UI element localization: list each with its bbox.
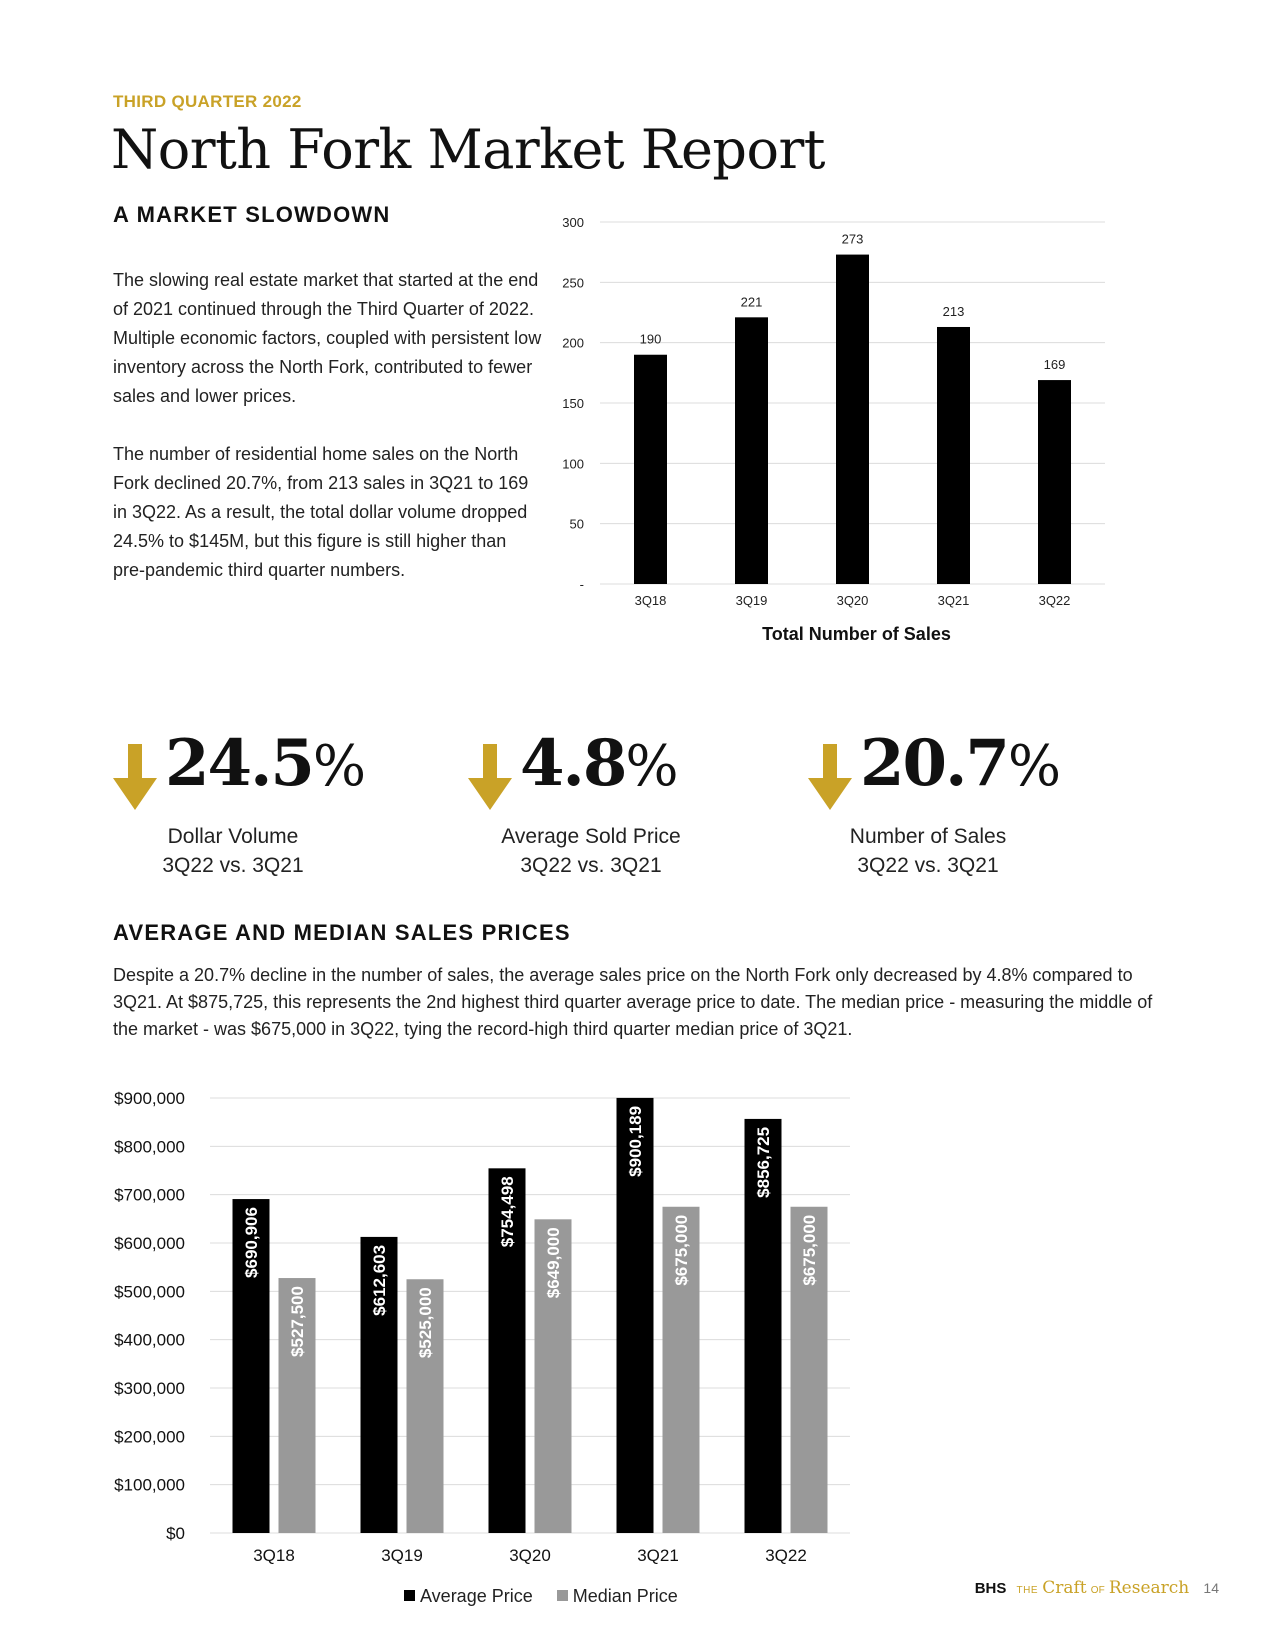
y-tick-label: 150: [562, 396, 584, 411]
footer-craft: Craft: [1042, 1578, 1087, 1598]
stat-comparison: 3Q22 vs. 3Q21: [162, 854, 304, 877]
bar: [634, 355, 667, 584]
bar: [836, 255, 869, 584]
data-label: $527,500: [288, 1286, 307, 1357]
down-arrow-icon: [468, 744, 512, 810]
page-title: North Fork Market Report: [111, 118, 825, 181]
data-label: $525,000: [416, 1287, 435, 1359]
footer-of: OF: [1090, 1585, 1105, 1596]
page-number: 14: [1203, 1580, 1219, 1596]
prices-paragraph: Despite a 20.7% decline in the number of sales, the average sales price on the North Fork only decreased by 4.8% compared to 3Q21. At $875,725, this represents the 2nd highest third quarter average price to date. The median price - measuring the middle of the market - was $675,000 in 3Q22, tying the record-high third quarter median price of 3Q21.: [113, 965, 1153, 1039]
stat-value: 20.7%: [860, 726, 1062, 801]
x-tick-label: 3Q22: [765, 1546, 807, 1565]
stat-value: 4.8%: [520, 726, 679, 801]
section-heading-slowdown: A MARKET SLOWDOWN: [113, 202, 391, 227]
y-tick-label: $900,000: [114, 1089, 185, 1108]
report-eyebrow: THIRD QUARTER 2022: [113, 92, 302, 111]
data-label: 221: [740, 294, 763, 310]
stat-value: 24.5%: [165, 726, 367, 801]
sales-paragraph: The number of residential home sales on the North Fork declined 20.7%, from 213 sales in 3Q21 to 169 in 3Q22. As a result, the total dollar volume dropped 24.5% to $145M, but this figure is still higher than pre-pandemic third quarter numbers.: [113, 444, 529, 580]
stat-label: Number of Sales: [849, 825, 1007, 848]
data-label: $690,906: [242, 1207, 261, 1278]
chart-title: Total Number of Sales: [762, 624, 951, 644]
data-label: $900,189: [626, 1105, 645, 1177]
x-tick-label: 3Q21: [637, 1546, 679, 1565]
data-label: $856,725: [754, 1126, 773, 1198]
y-tick-label: $200,000: [114, 1427, 185, 1447]
footer-brand: BHS: [974, 1580, 1007, 1597]
y-tick-label: $800,000: [114, 1137, 185, 1157]
y-tick-label: $400,000: [114, 1330, 185, 1350]
y-tick-label: $600,000: [114, 1234, 185, 1253]
prices-chart-legend: [404, 1586, 678, 1607]
down-arrow-icon: [808, 744, 852, 810]
legend-swatch-median: [557, 1590, 568, 1601]
prices-chart: [100, 1070, 900, 1570]
data-label: $675,000: [800, 1214, 819, 1286]
data-label: $675,000: [672, 1214, 691, 1286]
legend-item-median: Median Price: [557, 1586, 678, 1607]
data-label: 273: [841, 231, 864, 247]
total-sales-chart: [562, 210, 1170, 670]
y-tick-label: $700,000: [114, 1185, 185, 1205]
y-tick-label: $0: [166, 1524, 185, 1543]
x-tick-label: 3Q20: [836, 593, 869, 608]
y-tick-label: 250: [562, 275, 584, 291]
x-tick-label: 3Q21: [937, 593, 970, 608]
section-heading-prices: AVERAGE AND MEDIAN SALES PRICES: [113, 920, 571, 945]
data-label: 169: [1043, 357, 1066, 373]
y-tick-label: $500,000: [114, 1282, 185, 1302]
data-label: 213: [942, 303, 965, 319]
footer-research: Research: [1108, 1578, 1190, 1598]
x-tick-label: 3Q19: [735, 593, 768, 608]
y-tick-label: 50: [569, 516, 584, 532]
x-tick-label: 3Q18: [634, 593, 667, 608]
data-label: $649,000: [544, 1227, 563, 1299]
x-tick-label: 3Q18: [253, 1546, 295, 1565]
y-tick-label: $300,000: [114, 1379, 185, 1398]
footer-the: THE: [1016, 1585, 1039, 1596]
stat-label: Dollar Volume: [167, 825, 299, 848]
y-tick-label: 100: [562, 456, 584, 472]
y-tick-label: $100,000: [114, 1475, 185, 1495]
x-tick-label: 3Q22: [1038, 593, 1071, 608]
legend-swatch-average: [404, 1590, 415, 1601]
x-tick-label: 3Q19: [381, 1546, 423, 1565]
y-tick-label: 200: [562, 335, 584, 351]
intro-paragraph: The slowing real estate market that started at the end of 2021 continued through the Third Quarter of 2022. Multiple economic factors, coupled with persistent low inventory across the North Fork, contributed to fewer sales and lower prices.: [113, 270, 542, 406]
bar: [937, 327, 970, 584]
stat-comparison: 3Q22 vs. 3Q21: [857, 854, 999, 877]
x-tick-label: 3Q20: [509, 1546, 551, 1565]
y-tick-label: -: [579, 577, 584, 592]
stat-comparison: 3Q22 vs. 3Q21: [520, 854, 662, 877]
bar: [735, 317, 768, 584]
stat-label: Average Sold Price: [501, 825, 681, 848]
bar: [1038, 380, 1071, 584]
legend-item-average: Average Price: [404, 1586, 533, 1607]
data-label: $612,603: [370, 1244, 389, 1316]
data-label: 190: [639, 331, 662, 347]
footer-branding: [975, 1578, 1219, 1598]
y-tick-label: 300: [562, 215, 584, 230]
data-label: $754,498: [498, 1176, 517, 1248]
down-arrow-icon: [113, 744, 157, 810]
